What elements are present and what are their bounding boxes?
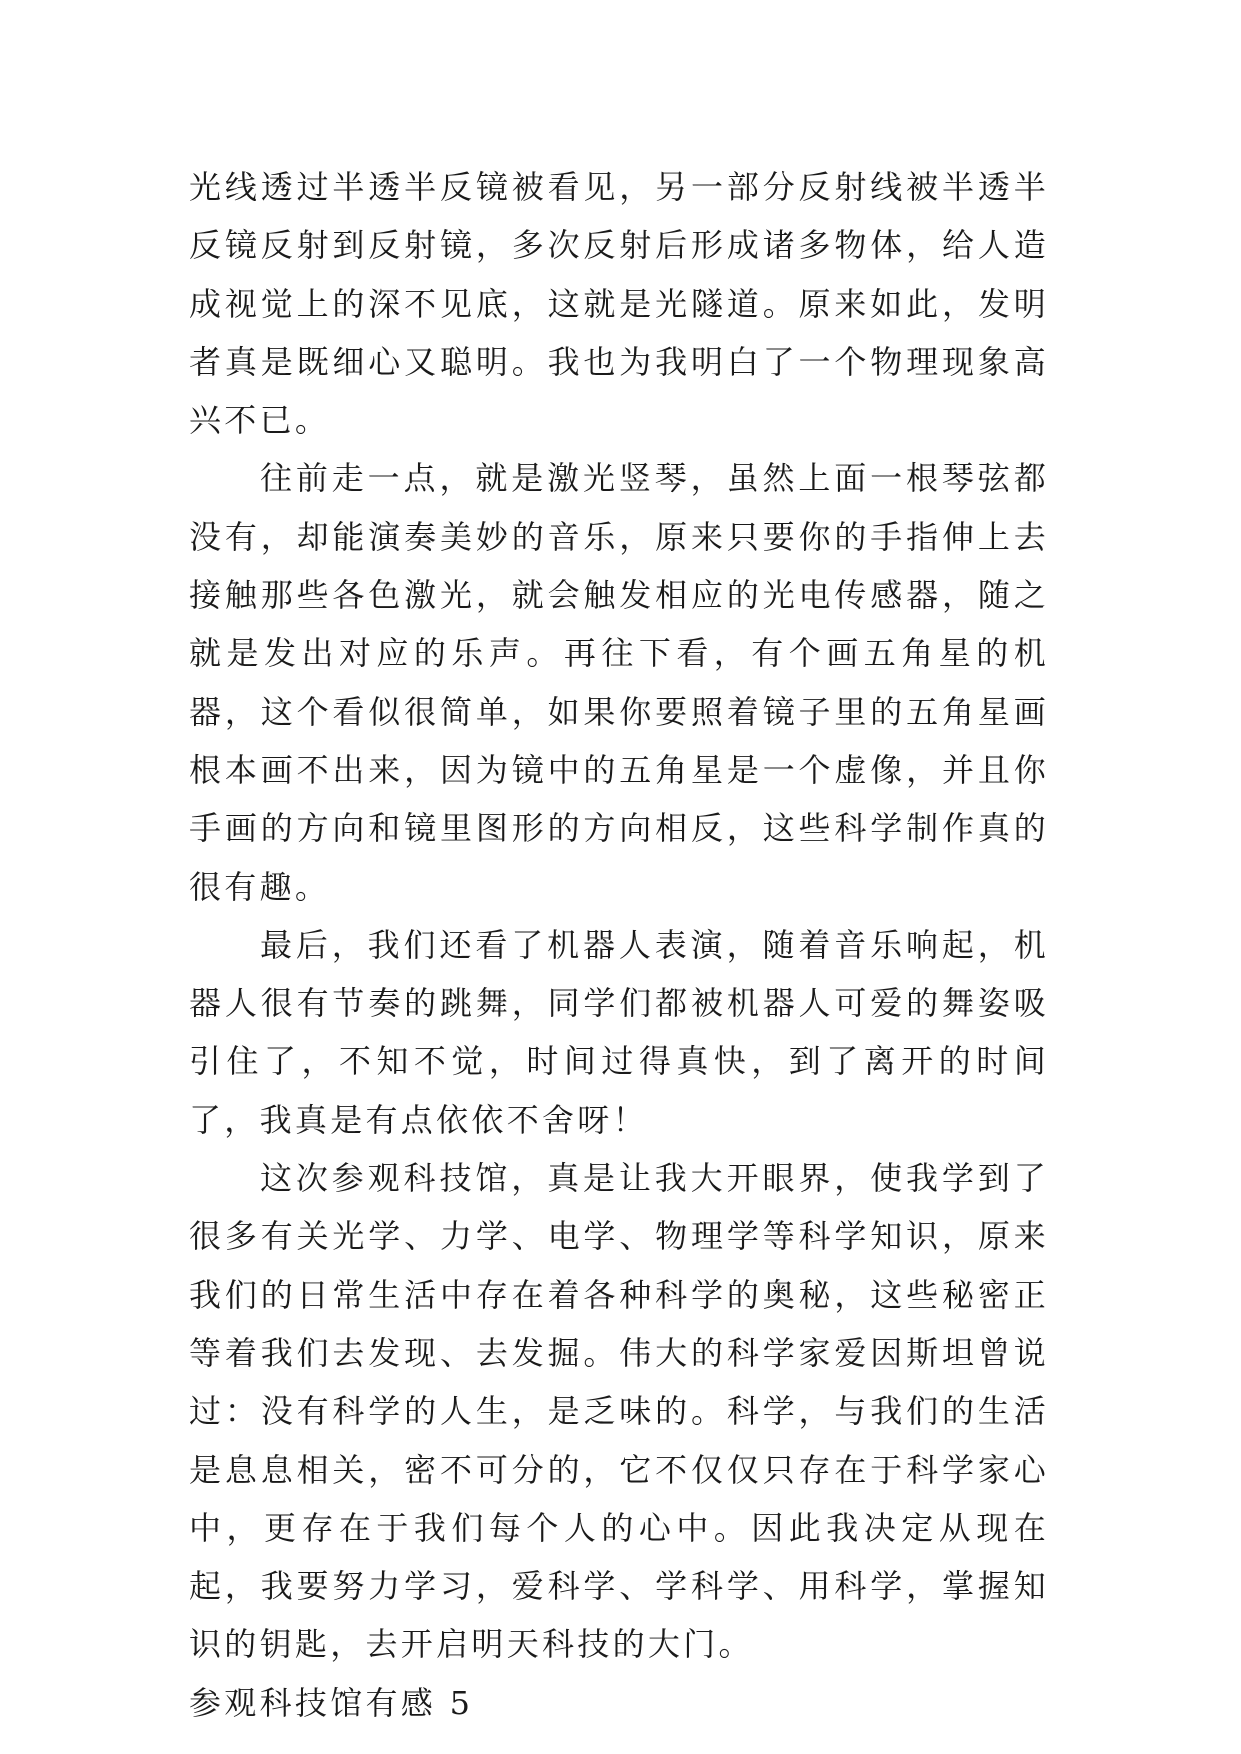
paragraph-light-tunnel: 光线透过半透半反镜被看见，另一部分反射线被半透半反镜反射到反射镜，多次反射后形成诸多物体，给人造成视觉上的深不见底，这就是光隧道。原来如此，发明者真是既细心又聪明。我也为我明白了一个物理现象高兴不已。 [189,168,1049,440]
paragraph-conclusion: 这次参观科技馆，真是让我大开眼界，使我学到了很多有关光学、力学、电学、物理学等科学知识，原来我们的日常生活中存在着各种科学的奥秘，这些秘密正等着我们去发现、去发掘。伟大的科学家爱因斯坦曾说过：没有科学的人生，是乏味的。科学，与我们的生活是息息相关，密不可分的，它不仅仅只存在于科学家心中，更存在于我们每个人的心中。因此我决定从现在起，我要努力学习，爱科学、学科学、用科学，掌握知识的钥匙，去开启明天科技的大门。 [189,1159,1049,1664]
section-heading: 参观科技馆有感 5 [189,1683,474,1722]
paragraph-laser-harp: 往前走一点，就是激光竖琴，虽然上面一根琴弦都没有，却能演奏美妙的音乐，原来只要你的手指伸上去接触那些各色激光，就会触发相应的光电传感器，随之就是发出对应的乐声。再往下看，有个画五角星的机器，这个看似很简单，如果你要照着镜子里的五角星画根本画不出来，因为镜中的五角星是一个虚像，并且你手画的方向和镜里图形的方向相反，这些科学制作真的很有趣。 [189,459,1049,906]
paragraph-robot-show: 最后，我们还看了机器人表演，随着音乐响起，机器人很有节奏的跳舞，同学们都被机器人可爱的舞姿吸引住了，不知不觉，时间过得真快，到了离开的时间了，我真是有点依依不舍呀！ [189,925,1049,1139]
document-body [189,158,1049,1732]
